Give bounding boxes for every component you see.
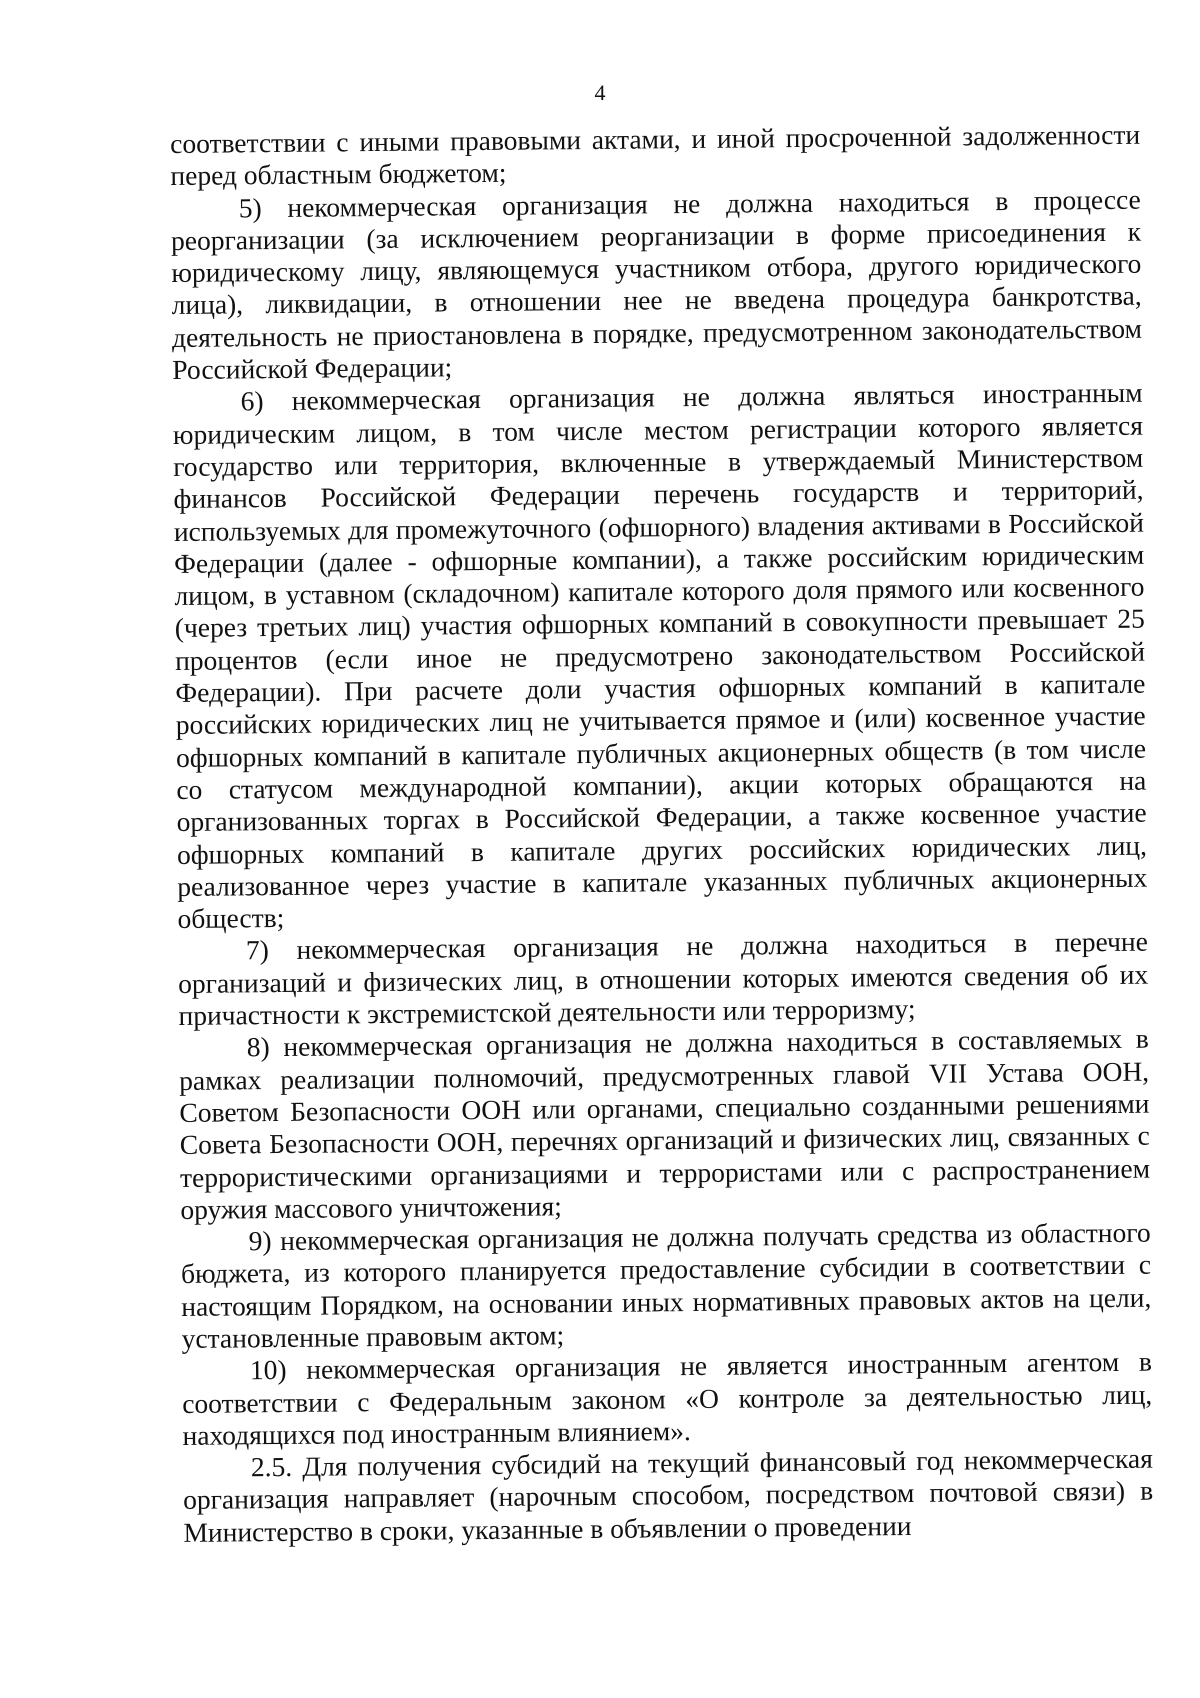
paragraph-item-8: 8) некоммерческая организация не должна находиться в составляемых в рамках реализации полномочий, предусмотренных главой VII Устава ООН, Советом Безопасности ООН или органами, специально созданными решениями Совета Безопасности ООН, перечнях организаций и физических лиц, связанных с террористическими организациями и террористами или с распространением оружия массового уничтожения; [178, 1022, 1151, 1225]
document-body [170, 119, 1154, 1549]
paragraph-section-2-5: 2.5. Для получения субсидий на текущий финансовый год некоммерческая организация направляет (нарочным способом, посредством почтовой связи) в Министерство в сроки, указанные в объявлении о проведении [183, 1442, 1154, 1548]
page-number: 4 [594, 80, 606, 105]
paragraph-item-9: 9) некоммерческая организация не должна получать средства из областного бюджета, из которого планируется предоставление субсидии в соответствии с настоящим Порядком, на основании иных нормативных правовых актов на цели, установленные правовым актом; [180, 1216, 1152, 1354]
paragraph-item-6: 6) некоммерческая организация не должна являться иностранным юридическим лицом, в том числе местом регистрации которого является государство или территория, включенные в утверждаемый Министерством финансов Российской Федерации перечень государств и территорий, используемых для промежуточного (офшорного) владения активами в Российской Федерации (далее - офшорные компании), а также российским юридическим лицом, в уставном (складочном) капитале которого доля прямого или косвенного (через третьих лиц) участия офшорных компаний в совокупности превышает 25 процентов (если иное не предусмотрено законодательством Российской Федерации). При расчете доли участия офшорных компаний в капитале российских юридических лиц не учитывается прямое и (или) косвенное участие офшорных компаний в капитале публичных акционерных обществ (в том числе со статусом международной компании), акции которых обращаются на организованных торгах в Российской Федерации, а также косвенное участие офшорных компаний в капитале других российских юридических лиц, реализованное через участие в капитале указанных публичных акционерных обществ; [172, 377, 1148, 935]
paragraph-item-7: 7) некоммерческая организация не должна находиться в перечне организаций и физических лиц, в отношении которых имеются сведения об их причастности к экстремистской деятельности или терроризму; [178, 926, 1149, 1031]
paragraph-item-10: 10) некоммерческая организация не является иностранным агентом в соответствии с Федеральным законом «О контроле за деятельностью лиц, находящихся под иностранным влиянием». [182, 1345, 1153, 1451]
paragraph-item-5: 5) некоммерческая организация не должна находиться в процессе реорганизации (за исключением реорганизации в форме присоединения к юридическому лицу, являющемуся участником отбора, другого юридического лица), ликвидации, в отношении нее не введена процедура банкротства, деятельность не приостановлена в порядке, предусмотренном законодательством Российской Федерации; [170, 183, 1143, 386]
paragraph-continuation: соответствии с иными правовыми актами, и иной просроченной задолженности перед областным бюджетом; [170, 118, 1141, 192]
